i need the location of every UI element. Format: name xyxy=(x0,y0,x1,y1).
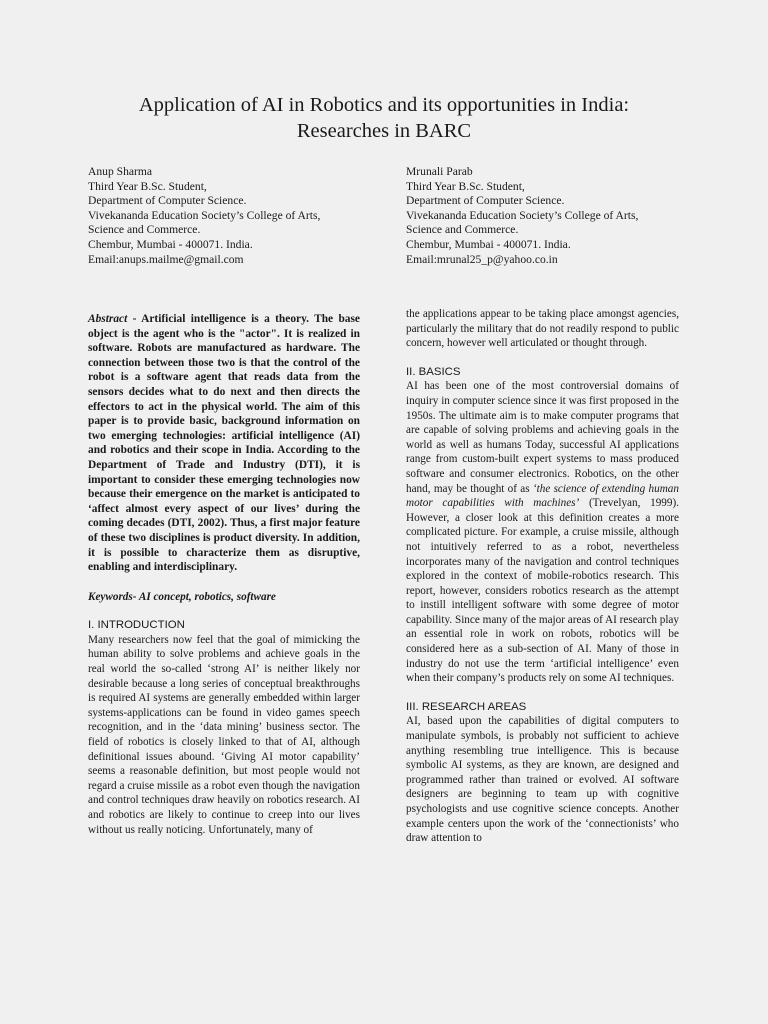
abstract-label: Abstract xyxy=(88,313,128,325)
author-email: Email:anups.mailme@gmail.com xyxy=(88,252,244,266)
introduction-continued-text: the applications appear to be taking place amongst agencies, particularly the military that do not readily respond to public concern, however well articulated or thought through. xyxy=(406,308,679,350)
paper-title xyxy=(40,92,728,144)
paper-title-line-2: Researches in BARC xyxy=(296,120,472,142)
author-block-1 xyxy=(88,165,320,267)
author-block-2 xyxy=(406,165,638,267)
basics-text-b: (Trevelyan, 1999). However, a closer look at this definition creates a more complicated picture. For example, a cruise missile, although not intuitively referred to as a robot, nevertheless incorporates many of the navigation and control techniques explored in the context of mobile-robotics research. This report, however, considers robotics research as the attempt to instill intelligent software with some degree of motor capability. Since many of the major areas of AI research play an essential role in work on robots, robotics will be considered here as a sub-section of AI. Many of those in industry do not use the term ‘artificial intelligence’ even when their company’s products rely on some AI techniques. xyxy=(406,497,679,685)
author-college: Vivekananda Education Society’s College of Arts, xyxy=(88,208,321,222)
author-department: Department of Computer Science. xyxy=(88,194,247,208)
author-role: Third Year B.Sc. Student, xyxy=(406,179,525,193)
author-college-2: Science and Commerce. xyxy=(88,223,201,237)
basics-quote: ‘the science of extending human motor capabilities with machines’ xyxy=(406,482,679,510)
right-column xyxy=(406,307,679,846)
author-role: Third Year B.Sc. Student, xyxy=(88,179,207,193)
keywords: Keywords- AI concept, robotics, software xyxy=(88,590,276,603)
section-heading-basics: II. BASICS xyxy=(406,365,461,378)
author-name: Mrunali Parab xyxy=(406,165,473,178)
paper-title-line-1: Application of AI in Robotics and its opportunities in India: xyxy=(138,94,630,116)
author-name: Anup Sharma xyxy=(88,165,153,178)
left-column xyxy=(88,312,360,837)
author-college: Vivekananda Education Society’s College of Arts, xyxy=(406,208,639,222)
basics-text xyxy=(406,379,679,685)
author-address: Chembur, Mumbai - 400071. India. xyxy=(88,237,253,251)
introduction-text: Many researchers now feel that the goal of mimicking the human ability to solve problems and achieve goals in the real world the so-called ‘strong AI’ is neither likely nor desirable because a long series of conceptual breakthroughs is required AI systems are generally embedded within larger systems-applications can be found in video games speech recognition, and in the ‘data mining’ business sector. The field of robotics is closely linked to that of AI, although definitional issues abound. ‘Giving AI motor capability’ seems a reasonable definition, but most people would not regard a cruise missile as a robot even though the navigation and control techniques draw heavily on robotics research. AI and robotics are likely to continue to creep into our lives without us really noticing. Unfortunately, many of xyxy=(88,633,360,836)
basics-text-a: AI has been one of the most controversial domains of inquiry in computer science since it was first proposed in the 1950s. The ultimate aim is to make computer programs that are capable of solving problems and achieving goals in the world as well as humans Today, successful AI applications range from custom-built expert systems to mass produced software and consumer electronics. Robotics, on the other hand, may be thought of as xyxy=(406,380,679,495)
author-college-2: Science and Commerce. xyxy=(406,223,519,237)
research-areas-text: AI, based upon the capabilities of digital computers to manipulate symbols, is probably not sufficient to achieve anything resembling true intelligence. This is because symbolic AI systems, as they are known, are designed and programmed rather than trained or evolved. AI software designers are beginning to team up with cognitive psychologists and use cognitive science concepts. Another example centers upon the work of the ‘connectionists’ who draw attention to xyxy=(406,715,679,845)
abstract xyxy=(88,312,360,575)
section-heading-introduction: I. INTRODUCTION xyxy=(88,619,185,632)
author-email: Email:mrunal25_p@yahoo.co.in xyxy=(406,252,558,266)
abstract-text: - Artificial intelligence is a theory. The base object is the agent who is the "actor". It is realized in software. Robots are manufactured as hardware. The connection between those two is that the control of the robot is a software agent that reads data from the sensors decides what to do next and then directs the effectors to act in the physical world. The aim of this paper is to provide basic, background information on two emerging technologies: artificial intelligence (AI) and robotics and their scope in India. According to the Department of Trade and Industry (DTI), it is important to consider these emerging technologies now because their emergence on the market is anticipated to ‘affect almost every aspect of our lives’ during the coming decades (DTI, 2002). Thus, a first major feature of these two disciplines is product diversity. In addition, it is possible to characterize them as disruptive, enabling and interdisciplinary. xyxy=(88,313,360,574)
author-address: Chembur, Mumbai - 400071. India. xyxy=(406,237,571,251)
author-department: Department of Computer Science. xyxy=(406,194,565,208)
section-heading-research-areas: III. RESEARCH AREAS xyxy=(406,700,527,713)
